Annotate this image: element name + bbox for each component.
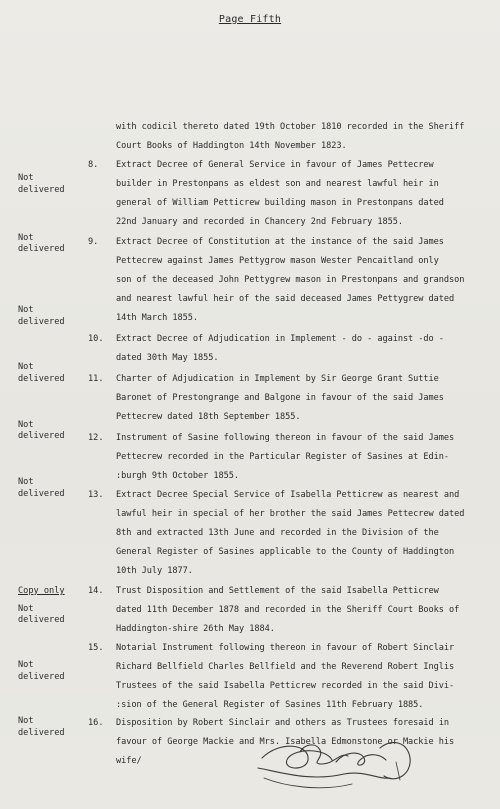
entry-line: General Register of Sasines applicable to the County of Haddington bbox=[116, 547, 455, 557]
entry-line: Pettecrew dated 18th September 1855. bbox=[116, 412, 301, 422]
entry-line: Pettecrew against James Pettygrow mason Wester Pencaitland only bbox=[116, 256, 439, 266]
entry-line: 22nd January and recorded in Chancery 2nd February 1855. bbox=[116, 217, 403, 227]
delivery-note: Not bbox=[18, 477, 34, 487]
entry-line: Extract Decree of General Service in favour of James Pettecrew bbox=[116, 160, 434, 170]
entry-line: general of William Petticrew building mason in Prestonpans dated bbox=[116, 198, 444, 208]
handwritten-signature bbox=[240, 722, 440, 802]
entry-line: Notarial Instrument following thereon in favour of Robert Sinclair bbox=[116, 643, 455, 653]
entry-line: builder in Prestonpans as eldest son and nearest lawful heir in bbox=[116, 179, 439, 189]
delivery-note: delivered bbox=[18, 615, 65, 625]
entry-line: Extract Decree of Adjudication in Implement - do - against -do - bbox=[116, 334, 444, 344]
continuation-line: Court Books of Haddington 14th November 1823. bbox=[116, 141, 347, 151]
entry-number: 13. bbox=[88, 490, 104, 500]
entry-line: 14th March 1855. bbox=[116, 313, 198, 323]
delivery-note: delivered bbox=[18, 244, 65, 254]
delivery-note: Not bbox=[18, 420, 34, 430]
entry-line: Extract Decree of Constitution at the instance of the said James bbox=[116, 237, 444, 247]
entry-line: :sion of the General Register of Sasines 11th February 1885. bbox=[116, 700, 424, 710]
entry-line: 8th and extracted 13th June and recorded in the Division of the bbox=[116, 528, 439, 538]
entry-line: Disposition by Robert Sinclair and others as Trustees foresaid in bbox=[116, 718, 450, 728]
entry-line: dated 11th December 1878 and recorded in the Sheriff Court Books of bbox=[116, 605, 460, 615]
delivery-note: delivered bbox=[18, 489, 65, 499]
entry-number: 15. bbox=[88, 643, 104, 653]
entry-number: 14. bbox=[88, 586, 104, 596]
delivery-note: Not bbox=[18, 305, 34, 315]
entry-line: Trustees of the said Isabella Petticrew recorded in the said Divi- bbox=[116, 681, 455, 691]
entry-number: 12. bbox=[88, 433, 104, 443]
page-header bbox=[0, 14, 500, 25]
entry-line: Charter of Adjudication in Implement by Sir George Grant Suttie bbox=[116, 374, 439, 384]
delivery-note: Not bbox=[18, 362, 34, 372]
delivery-note: Not bbox=[18, 173, 34, 183]
entry-line: Richard Bellfield Charles Bellfield and the Reverend Robert Inglis bbox=[116, 662, 455, 672]
delivery-note: delivered bbox=[18, 185, 65, 195]
entry-line: Trust Disposition and Settlement of the said Isabella Petticrew bbox=[116, 586, 439, 596]
entry-number: 16. bbox=[88, 718, 104, 728]
delivery-note: delivered bbox=[18, 317, 65, 327]
delivery-note: Not bbox=[18, 233, 34, 243]
delivery-note: delivered bbox=[18, 672, 65, 682]
entry-line: favour of George Mackie and Mrs. Isabella Edmonstone or Mackie his bbox=[116, 737, 455, 747]
delivery-note: delivered bbox=[18, 728, 65, 738]
entry-line: lawful heir in special of her brother the said James Pettecrew dated bbox=[116, 509, 465, 519]
entry-line: Haddington-shire 26th May 1884. bbox=[116, 624, 275, 634]
copy-only-note bbox=[18, 586, 65, 596]
entry-line: Extract Decree Special Service of Isabella Petticrew as nearest and bbox=[116, 490, 460, 500]
entry-number: 9. bbox=[88, 237, 99, 247]
continuation-line: with codicil thereto dated 19th October 1810 recorded in the Sheriff bbox=[116, 122, 465, 132]
delivery-note: delivered bbox=[18, 431, 65, 441]
entry-line: Instrument of Sasine following thereon in favour of the said James bbox=[116, 433, 455, 443]
entry-line: 10th July 1877. bbox=[116, 566, 193, 576]
delivery-note: Not bbox=[18, 604, 34, 614]
delivery-note: delivered bbox=[18, 374, 65, 384]
entry-number: 10. bbox=[88, 334, 104, 344]
entry-number: 11. bbox=[88, 374, 104, 384]
entry-line: son of the deceased John Pettygrew mason in Prestonpans and grandson bbox=[116, 275, 465, 285]
entry-number: 8. bbox=[88, 160, 99, 170]
entry-line: dated 30th May 1855. bbox=[116, 353, 219, 363]
copy-only-label: Copy only bbox=[18, 586, 65, 596]
entry-line: wife/ bbox=[116, 756, 142, 766]
delivery-note: Not bbox=[18, 716, 34, 726]
entry-line: :burgh 9th October 1855. bbox=[116, 471, 239, 481]
entry-line: Pettecrew recorded in the Particular Register of Sasines at Edin- bbox=[116, 452, 450, 462]
entry-line: Baronet of Prestongrange and Balgone in favour of the said James bbox=[116, 393, 444, 403]
delivery-note: Not bbox=[18, 660, 34, 670]
page-title: Page Fifth bbox=[218, 14, 282, 25]
entry-line: and nearest lawful heir of the said deceased James Pettygrew dated bbox=[116, 294, 455, 304]
